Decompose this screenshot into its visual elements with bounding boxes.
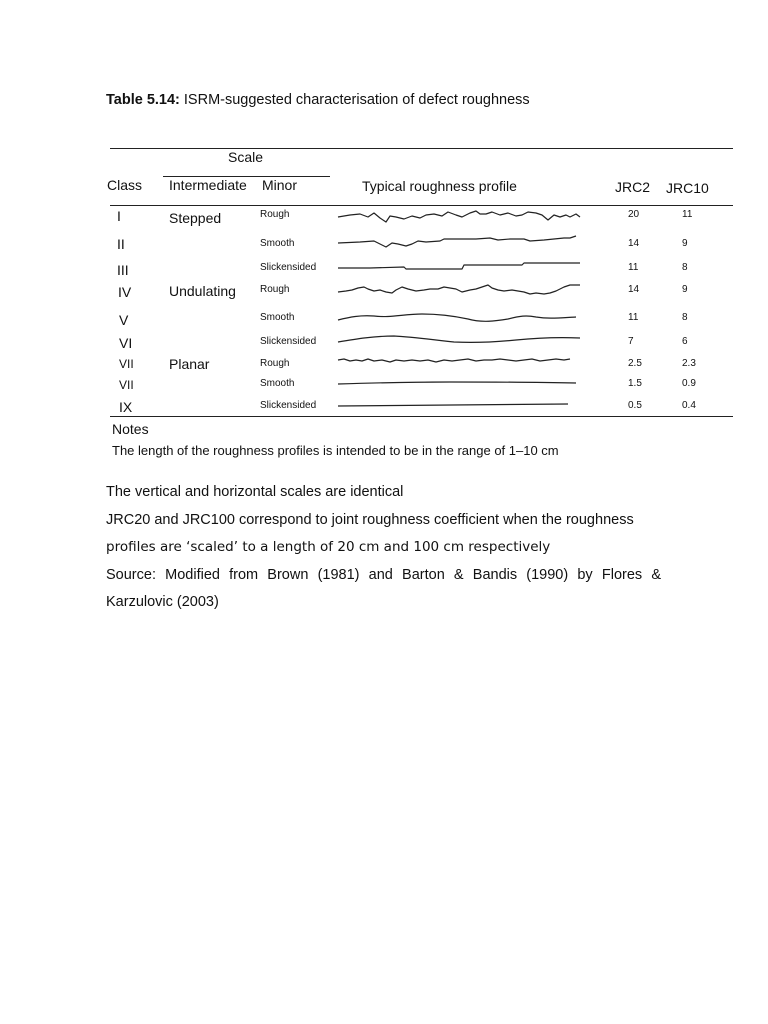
notes-title: Notes <box>112 421 149 437</box>
profile-stepped-rough <box>338 211 580 222</box>
table-top-rule <box>110 148 733 149</box>
table-row-minor: Rough <box>260 358 290 369</box>
table-row-minor: Slickensided <box>260 400 317 411</box>
header-intermediate: Intermediate <box>169 177 247 193</box>
table-row-jrc10: 11 <box>682 209 693 220</box>
table-row-jrc2: 0.5 <box>628 400 642 411</box>
roughness-profiles <box>330 205 590 415</box>
header-minor: Minor <box>262 177 298 193</box>
header-scale: Scale <box>228 149 264 165</box>
table-row-class: V <box>119 312 129 328</box>
paragraph-source: Source: Modified from Brown (1981) and Barton & Bandis (1990) by Flores & <box>106 567 661 583</box>
table-row-minor: Smooth <box>260 312 295 323</box>
table-row-jrc10: 0.4 <box>682 400 696 411</box>
table-row-class: I <box>117 208 121 224</box>
profile-planar-smooth <box>338 382 576 384</box>
table-bottom-rule <box>110 416 733 417</box>
table-row-minor: Slickensided <box>260 262 317 273</box>
table-row-minor: Slickensided <box>260 336 317 347</box>
table-row-class: III <box>117 262 129 278</box>
profile-planar-slickensided <box>338 404 568 406</box>
table-row-minor: Rough <box>260 284 290 295</box>
paragraph-jrc: JRC20 and JRC100 correspond to joint roughness coefficient when the roughness <box>106 512 634 528</box>
profile-undulating-slickensided <box>338 336 580 342</box>
table-row-jrc10: 9 <box>682 238 688 249</box>
table-row-class: VII <box>119 357 134 371</box>
table-row-intermediate: Undulating <box>169 283 236 299</box>
profile-stepped-slickensided <box>338 263 580 269</box>
table-row-minor: Smooth <box>260 238 295 249</box>
table-row-class: VII <box>119 378 134 392</box>
notes-line: The length of the roughness profiles is intended to be in the range of 1–10 cm <box>112 443 559 458</box>
table-row-jrc2: 11 <box>628 262 639 273</box>
profile-undulating-smooth <box>338 314 576 321</box>
table-row-jrc10: 2.3 <box>682 358 696 369</box>
profile-planar-rough <box>338 359 570 362</box>
table-row-jrc2: 14 <box>628 238 640 249</box>
profile-stepped-smooth <box>338 236 576 247</box>
table-row-jrc2: 7 <box>628 336 634 347</box>
table-row-jrc2: 1.5 <box>628 378 642 389</box>
table-caption-label: Table 5.14: <box>106 92 180 108</box>
table-row-intermediate: Planar <box>169 356 210 372</box>
table-row-class: II <box>117 236 125 252</box>
table-row-minor: Smooth <box>260 378 295 389</box>
table-row-jrc10: 6 <box>682 336 688 347</box>
table-caption <box>106 92 530 108</box>
table-row-minor: Rough <box>260 209 290 220</box>
table-row-jrc10: 0.9 <box>682 378 696 389</box>
table-row-class: IV <box>118 284 132 300</box>
header-profile: Typical roughness profile <box>362 178 517 194</box>
header-jrc10: JRC10 <box>666 180 709 196</box>
table-row-class: IX <box>119 399 133 415</box>
table-row-jrc10: 8 <box>682 312 688 323</box>
table-row-intermediate: Stepped <box>169 210 222 226</box>
paragraph-source-continued: Karzulovic (2003) <box>106 594 219 610</box>
table-row-class: VI <box>119 335 133 351</box>
table-row-jrc2: 14 <box>628 284 640 295</box>
paragraph-scales: The vertical and horizontal scales are identical <box>106 484 404 500</box>
table-row-jrc2: 11 <box>628 312 639 323</box>
table-row-jrc2: 20 <box>628 209 640 220</box>
paragraph-jrc-continued: profiles are ‘scaled’ to a length of 20 cm and 100 cm respectively <box>106 539 551 555</box>
table-row-jrc10: 8 <box>682 262 688 273</box>
header-class: Class <box>107 177 143 193</box>
table-row-jrc2: 2.5 <box>628 358 642 369</box>
header-jrc2: JRC2 <box>615 179 651 195</box>
table-row-jrc10: 9 <box>682 284 688 295</box>
profile-undulating-rough <box>338 285 580 294</box>
table-caption-text: ISRM-suggested characterisation of defect roughness <box>179 92 530 108</box>
